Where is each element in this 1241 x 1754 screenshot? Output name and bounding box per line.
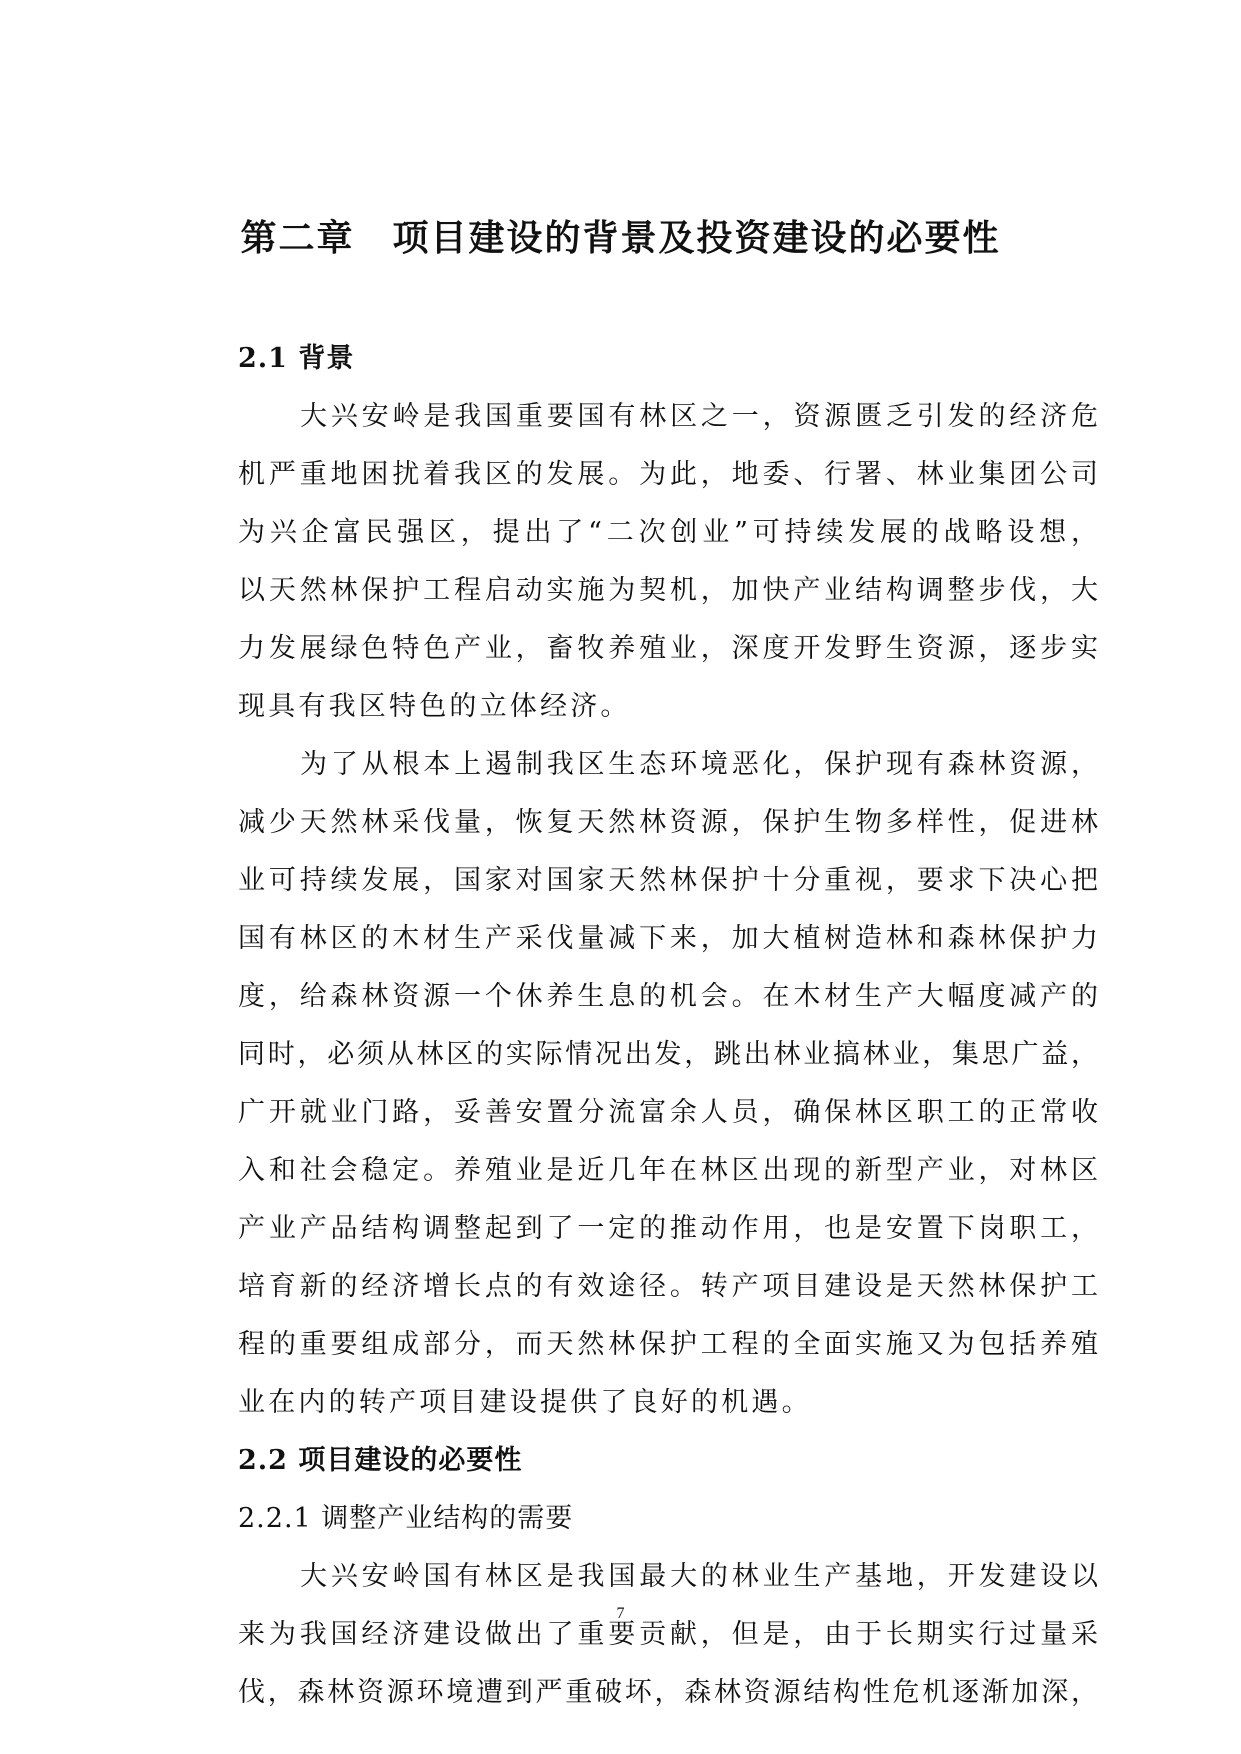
paragraph-line: 机严重地困扰着我区的发展。为此，地委、行署、林业集团公司 — [238, 459, 1098, 490]
chapter-title: 第二章 项目建设的背景及投资建设的必要性 — [240, 217, 1001, 259]
paragraph-line: 程的重要组成部分，而天然林保护工程的全面实施又为包括养殖 — [238, 1329, 1098, 1360]
paragraph-line: 业可持续发展，国家对国家天然林保护十分重视，要求下决心把 — [238, 865, 1098, 896]
paragraph-1 — [238, 388, 1098, 736]
paragraph-line: 减少天然林采伐量，恢复天然林资源，保护生物多样性，促进林 — [238, 807, 1098, 838]
paragraph-line: 力发展绿色特色产业，畜牧养殖业，深度开发野生资源，逐步实 — [238, 633, 1098, 664]
paragraph-line: 国有林区的木材生产采伐量减下来，加大植树造林和森林保护力 — [238, 923, 1098, 954]
paragraph-line: 为了从根本上遏制我区生态环境恶化，保护现有森林资源， — [300, 749, 1098, 780]
paragraph-line: 大兴安岭国有林区是我国最大的林业生产基地，开发建设以 — [300, 1561, 1098, 1592]
paragraph-line: 培育新的经济增长点的有效途径。转产项目建设是天然林保护工 — [238, 1271, 1098, 1302]
paragraph-line: 为兴企富民强区，提出了“二次创业”可持续发展的战略设想， — [238, 517, 1098, 548]
paragraph-line: 来为我国经济建设做出了重要贡献，但是，由于长期实行过量采 — [238, 1619, 1098, 1650]
paragraph-line: 业在内的转产项目建设提供了良好的机遇。 — [238, 1387, 812, 1418]
paragraph-line: 广开就业门路，妥善安置分流富余人员，确保林区职工的正常收 — [238, 1097, 1098, 1128]
paragraph-line: 产业产品结构调整起到了一定的推动作用，也是安置下岗职工， — [238, 1213, 1098, 1244]
page-number: 7 — [616, 1605, 625, 1622]
paragraph-line: 伐，森林资源环境遭到严重破坏，森林资源结构性危机逐渐加深， — [238, 1677, 1098, 1708]
subsection-heading-2-2-1: 2.2.1 调整产业结构的需要 — [238, 1503, 574, 1534]
paragraph-2 — [238, 736, 1098, 1432]
paragraph-3 — [238, 1548, 1098, 1722]
section-heading-2-2: 2.2 项目建设的必要性 — [238, 1445, 523, 1476]
paragraph-line: 同时，必须从林区的实际情况出发，跳出林业搞林业，集思广益， — [238, 1039, 1098, 1070]
paragraph-line: 度，给森林资源一个休养生息的机会。在木材生产大幅度减产的 — [238, 981, 1098, 1012]
paragraph-line: 入和社会稳定。养殖业是近几年在林区出现的新型产业，对林区 — [238, 1155, 1098, 1186]
paragraph-line: 现具有我区特色的立体经济。 — [238, 691, 631, 722]
paragraph-line: 大兴安岭是我国重要国有林区之一，资源匮乏引发的经济危 — [300, 401, 1098, 432]
paragraph-line: 以天然林保护工程启动实施为契机，加快产业结构调整步伐，大 — [238, 575, 1098, 606]
section-heading-2-1: 2.1 背景 — [238, 343, 355, 374]
body-content — [238, 330, 1098, 1722]
